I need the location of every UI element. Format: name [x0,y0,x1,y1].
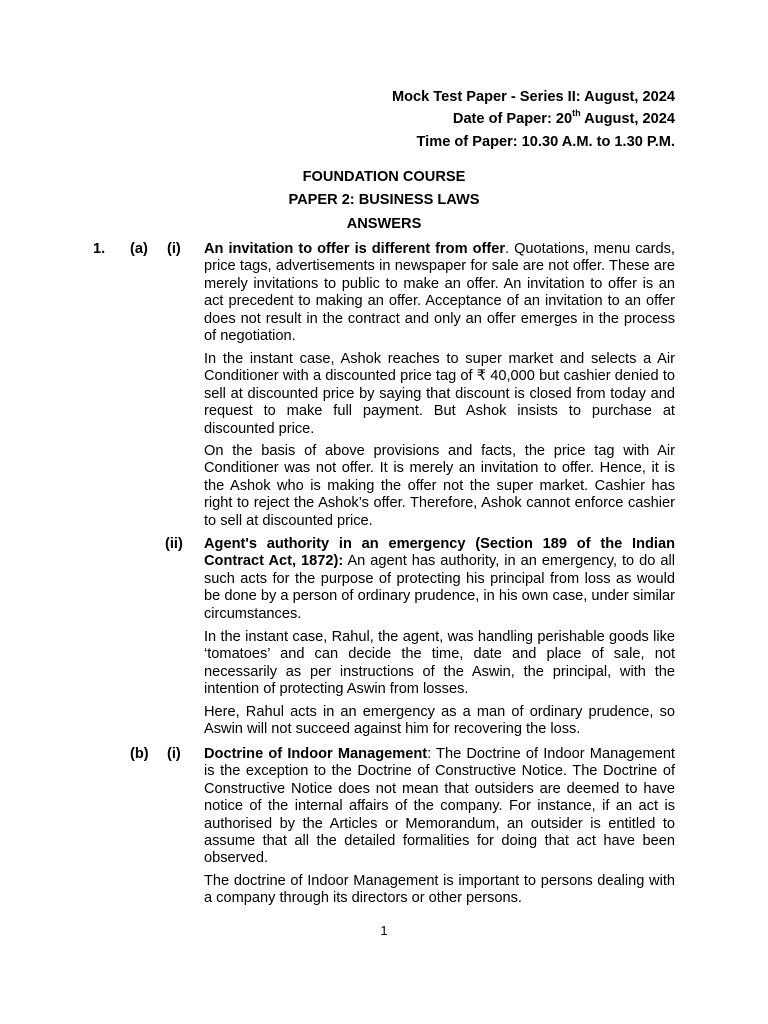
answer-1a-i-text-1: . Quotations, menu cards, price tags, advertisements in newspaper for sale are not offer. These are merely invitations to public to make an offer. An invitation to offer is an act precedent to making an offer. Acceptance of an invitation to an offer does not result in the contract and only an offer emerges in the process of negotiation. [204,241,675,345]
date-prefix: Date of Paper: 20 [452,111,573,128]
part-a-label: (a) [130,241,148,257]
answer-1a-i-paragraph-2: In the instant case, Ashok reaches to super market and selects a Air Conditioner with a discounted price tag of ₹ 40,000 but cashier denied to sell at discounted price by saying that discount is closed from today and request to make full payment. But Ashok insists to purchase at discounted price. [204,351,675,437]
date-ordinal: th [572,107,581,118]
part-b-label: (b) [130,746,149,762]
date-line [392,107,675,128]
subpart-b-i-label: (i) [167,746,181,762]
paper-header [392,89,675,156]
course-title: FOUNDATION COURSE [302,169,466,185]
paper-title: PAPER 2: BUSINESS LAWS [288,192,480,209]
answers-title: ANSWERS [346,215,422,232]
answer-1a-i-paragraph-1 [204,241,675,345]
answer-1a-ii-paragraph-2: In the instant case, Rahul, the agent, was handling perishable goods like ‘tomatoes’ and can decide the time, date and place of sale, not necessarily as per instructions of the Aswin, the principal, with the intention of protecting Aswin from losses. [204,629,675,698]
answer-1a-ii-paragraph-1 [204,536,675,623]
answer-1a-ii-paragraph-3: Here, Rahul acts in an emergency as a man of ordinary prudence, so Aswin will not succeed against him for recovering the loss. [204,704,675,738]
answer-1b-i-heading: Doctrine of Indoor Management [204,746,428,762]
answer-1b-i-text-1: : The Doctrine of Indoor Management is the exception to the Doctrine of Constructive Notice. The Doctrine of Constructive Notice does not mean that outsiders are deemed to have notice of the internal affairs of the company. For instance, if an act is authorised by the Articles or Memorandum, an outsider is entitled to assume that all the detailed formalities for doing that act have been observed. [204,746,675,867]
time-line: Time of Paper: 10.30 A.M. to 1.30 P.M. [416,133,675,150]
answer-1a-i-heading: An invitation to offer is different from offer [204,241,506,257]
answer-1b-i-paragraph-1 [204,746,675,868]
subpart-a-ii-label: (ii) [165,536,183,552]
page-number: 1 [380,923,388,938]
subpart-a-i-label: (i) [167,241,181,257]
answer-1b-i-paragraph-2: The doctrine of Indoor Management is important to persons dealing with a company through its directors or other persons. [204,873,675,907]
answer-1a-i-paragraph-3: On the basis of above provisions and facts, the price tag with Air Conditioner was not offer. It is merely an invitation to offer. Hence, it is the Ashok who is making the offer not the super market. Cashier has right to reject the Ashok’s offer. Therefore, Ashok cannot enforce cashier to sell at discounted price. [204,443,675,529]
date-suffix: August, 2024 [580,111,675,128]
answer-1a-ii-heading: Agent's authority in an emergency (Section 189 of the Indian Contract Act, 1872): [204,536,675,570]
series-line: Mock Test Paper - Series II: August, 2024 [391,89,675,105]
question-number: 1. [93,241,106,257]
answer-1a-ii-text-1: An agent has authority, in an emergency, to do all such acts for the purpose of protecting his principal from loss as would be done by a person of ordinary prudence, in his own case, under similar circumstances. [204,553,675,622]
paper-titles [0,169,768,239]
